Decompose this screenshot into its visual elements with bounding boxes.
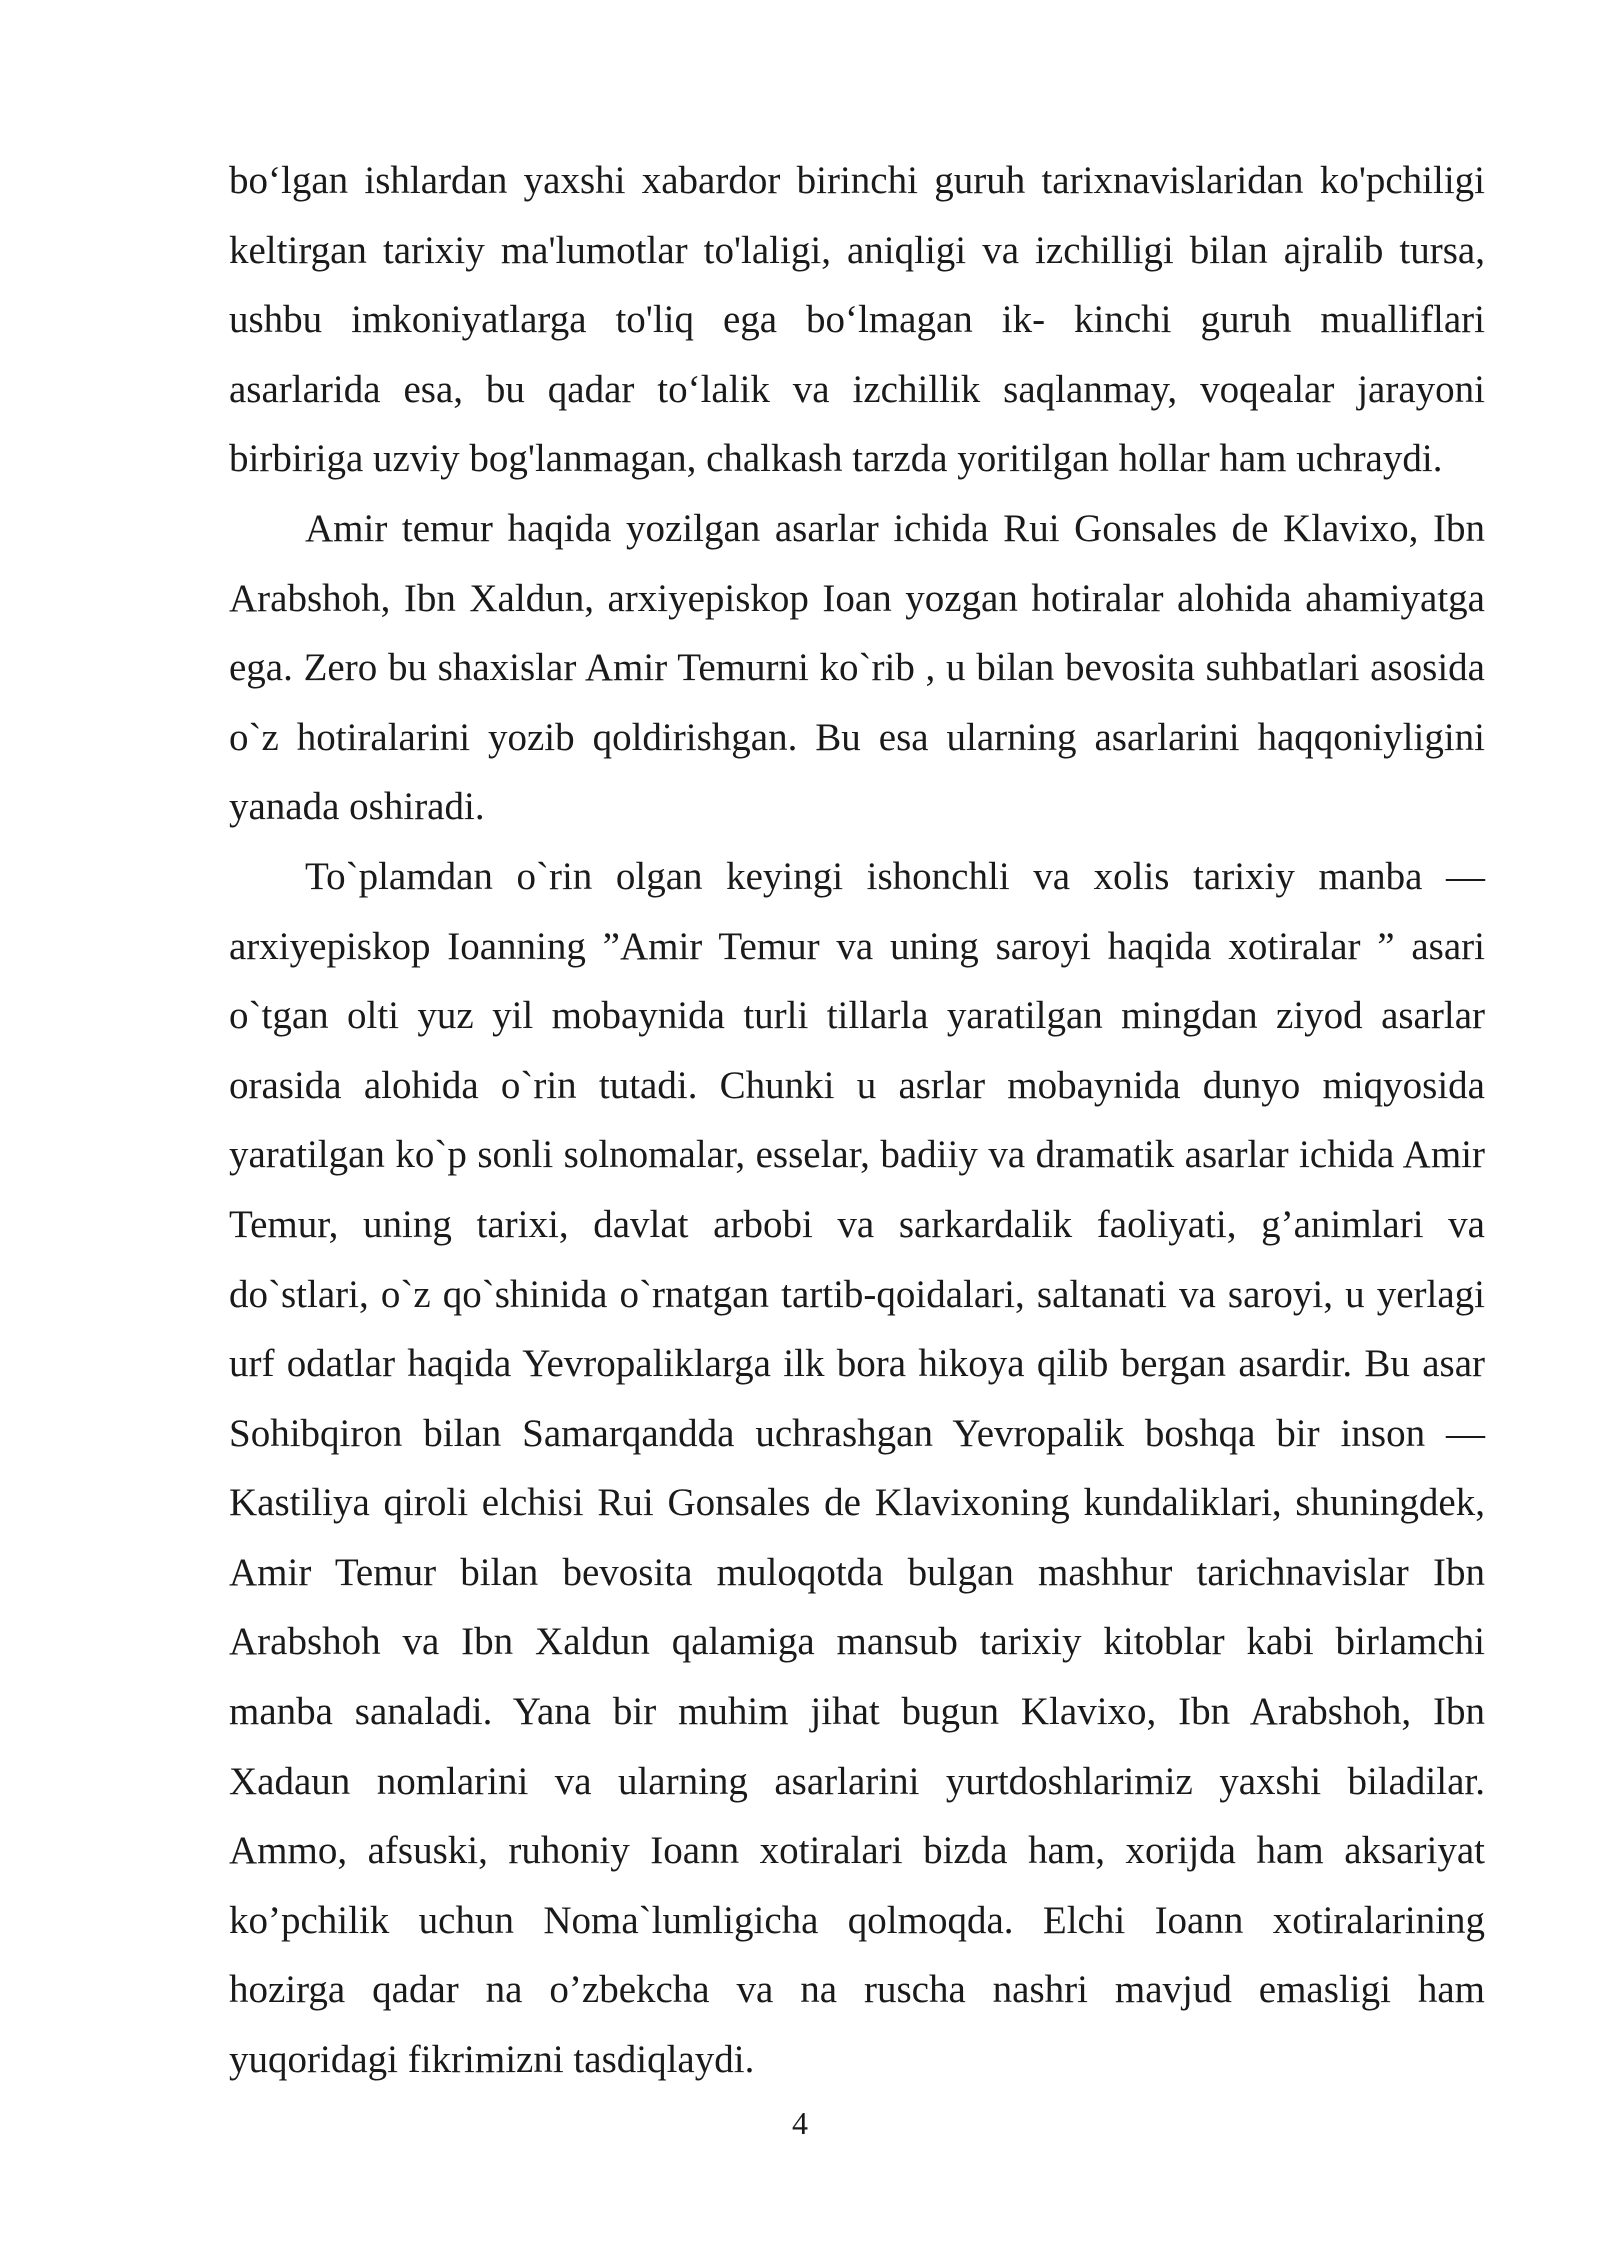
page-number: 4 xyxy=(792,2105,808,2141)
body-text xyxy=(229,146,1485,2095)
paragraph-continued: bo‘lgan ishlardan yaxshi xabardor birinchi guruh tarixnavislaridan ko'pchiligi keltirgan tarixiy ma'lumotlar to'laligi, aniqligi va izchilligi bilan ajralib tursa, ushbu imkoniyatlarga to'liq ega bo‘lmagan ik- kinchi guruh mualliflari asarlarida esa, bu qadar to‘lalik va izchillik saqlanmay, voqealar jarayoni birbiriga uzviy bog'lanmagan, chalkash tarzda yoritilgan hollar ham uchraydi. xyxy=(229,159,1485,481)
paragraph: To`plamdan o`rin olgan keyingi ishonchli va xolis tarixiy manba — arxiyepiskop Ioanning ”Amir Temur va uning saroyi haqida xotiralar ” asari o`tgan olti yuz yil mobaynida turli tillarla yaratilgan mingdan ziyod asarlar orasida alohida o`rin tutadi. Chunki u asrlar mobaynida dunyo miqyosida yaratilgan ko`p sonli solnomalar, esselar, badiiy va dramatik asarlar ichida Amir Temur, uning tarixi, davlat arbobi va sarkardalik faoliyati, g’animlari va do`stlari, o`z qo`shinida o`rnatgan tartib-qoidalari, saltanati va saroyi, u yerlagi urf odatlar haqida Yevropaliklarga ilk bora hikoya qilib bergan asardir. Bu asar Sohibqiron bilan Samarqandda uchrashgan Yevropalik boshqa bir inson — Kastiliya qiroli elchisi Rui Gonsales de Klavixoning kundaliklari, shuningdek, Amir Temur bilan bevosita muloqotda bulgan mashhur tarichnavislar Ibn Arabshoh va Ibn Xaldun qalamiga mansub tarixiy kitoblar kabi birlamchi manba sanaladi. Yana bir muhim jihat bugun Klavixo, Ibn Arabshoh, Ibn Xadaun nomlarini va ularning asarlarini yurtdoshlarimiz yaxshi biladilar. Ammo, afsuski, ruhoniy Ioann xotiralari bizda ham, xorijda ham aksariyat ko’pchilik uchun Noma`lumligicha qolmoqda. Elchi Ioann xotiralarining hozirga qadar na o’zbekcha va na ruscha nashri mavjud emasligi ham yuqoridagi fikrimizni tasdiqlaydi. xyxy=(229,854,1485,2082)
paragraph: Amir temur haqida yozilgan asarlar ichida Rui Gonsales de Klavixo, Ibn Arabshoh, Ibn Xaldun, arxiyepiskop Ioan yozgan hotiralar alohida ahamiyatga ega. Zero bu shaxislar Amir Temurni ko`rib , u bilan bevosita suhbatlari asosida o`z hotiralarini yozib qoldirishgan. Bu esa ularning asarlarini haqqoniyligini yanada oshiradi. xyxy=(229,506,1485,829)
